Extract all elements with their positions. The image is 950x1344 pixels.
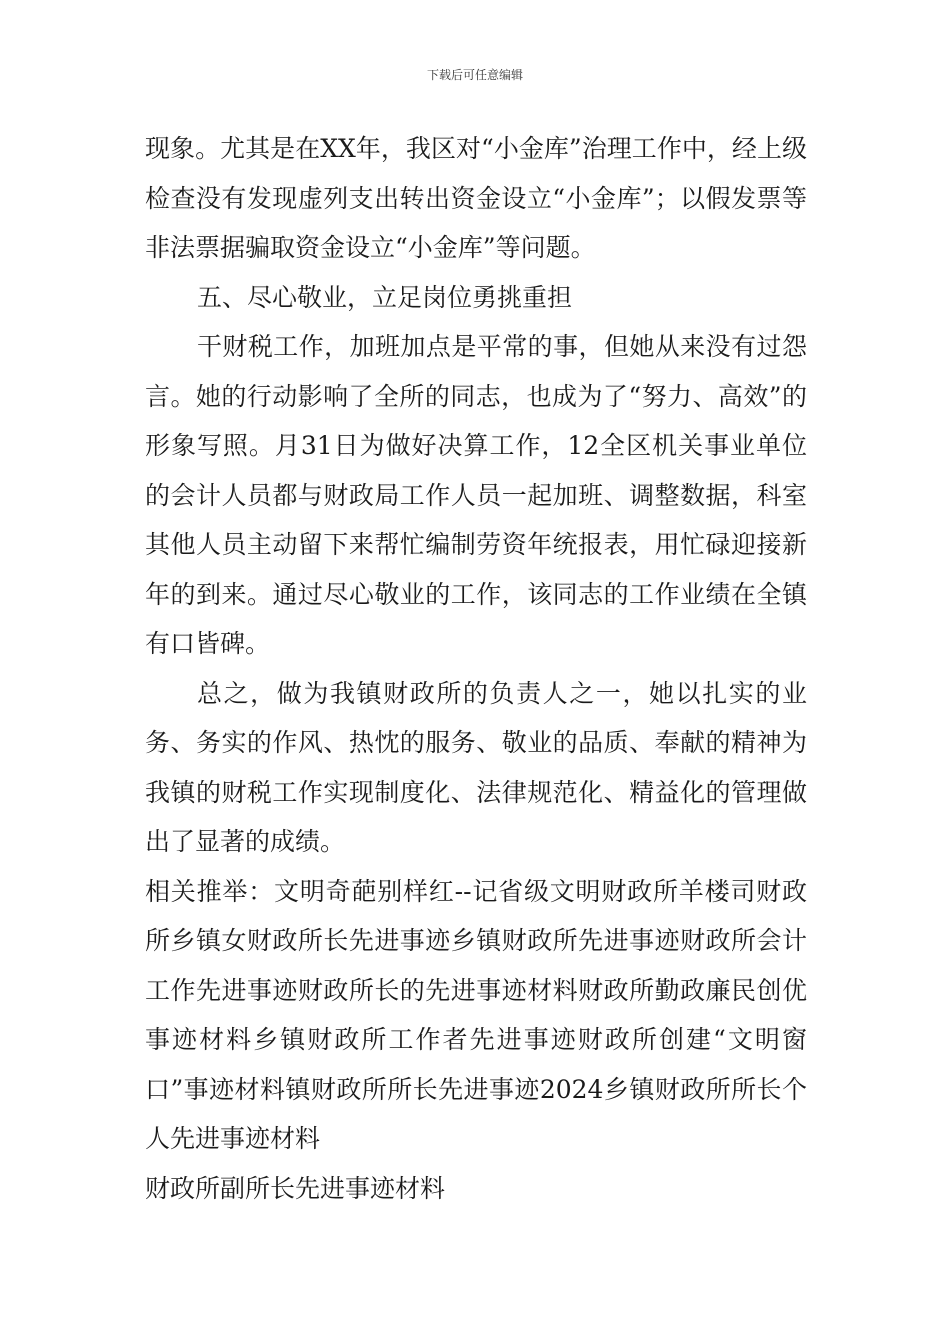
next-document-title: 财政所副所长先进事迹材料 [145, 1173, 446, 1203]
document-body [145, 124, 807, 1213]
page-header: 下载后可任意编辑 [426, 68, 523, 82]
related-recommendations: 相关推举：文明奇葩别样红--记省级文明财政所羊楼司财政所乡镇女财政所长先进事迹乡镇财政所先进事迹财政所会计工作先进事迹财政所长的先进事迹材料财政所勤政廉民创优事迹材料乡镇财政所工作者先进事迹财政所创建“文明窗口”事迹材料镇财政所所长先进事迹2024乡镇财政所所长个人先进事迹材料 [145, 876, 807, 1153]
paragraph-summary: 总之，做为我镇财政所的负责人之一，她以扎实的业务、务实的作风、热忱的服务、敬业的品质、奉献的精神为我镇的财税工作实现制度化、法律规范化、精益化的管理做出了显著的成绩。 [145, 678, 807, 856]
section-heading: 五、尽心敬业，立足岗位勇挑重担 [197, 282, 573, 312]
paragraph-overtime: 干财税工作，加班加点是平常的事，但她从来没有过怨言。她的行动影响了全所的同志，也成为了“努力、高效”的形象写照。月31日为做好决算工作，12全区机关事业单位的会计人员都与财政局工作人员一起加班、调整数据，科室其他人员主动留下来帮忙编制劳资年统报表，用忙碌迎接新年的到来。通过尽心敬业的工作，该同志的工作业绩在全镇有口皆碑。 [145, 332, 807, 658]
paragraph-continuation: 现象。尤其是在XX年，我区对“小金库”治理工作中，经上级检查没有发现虚列支出转出资金设立“小金库”；以假发票等非法票据骗取资金设立“小金库”等问题。 [145, 134, 807, 262]
